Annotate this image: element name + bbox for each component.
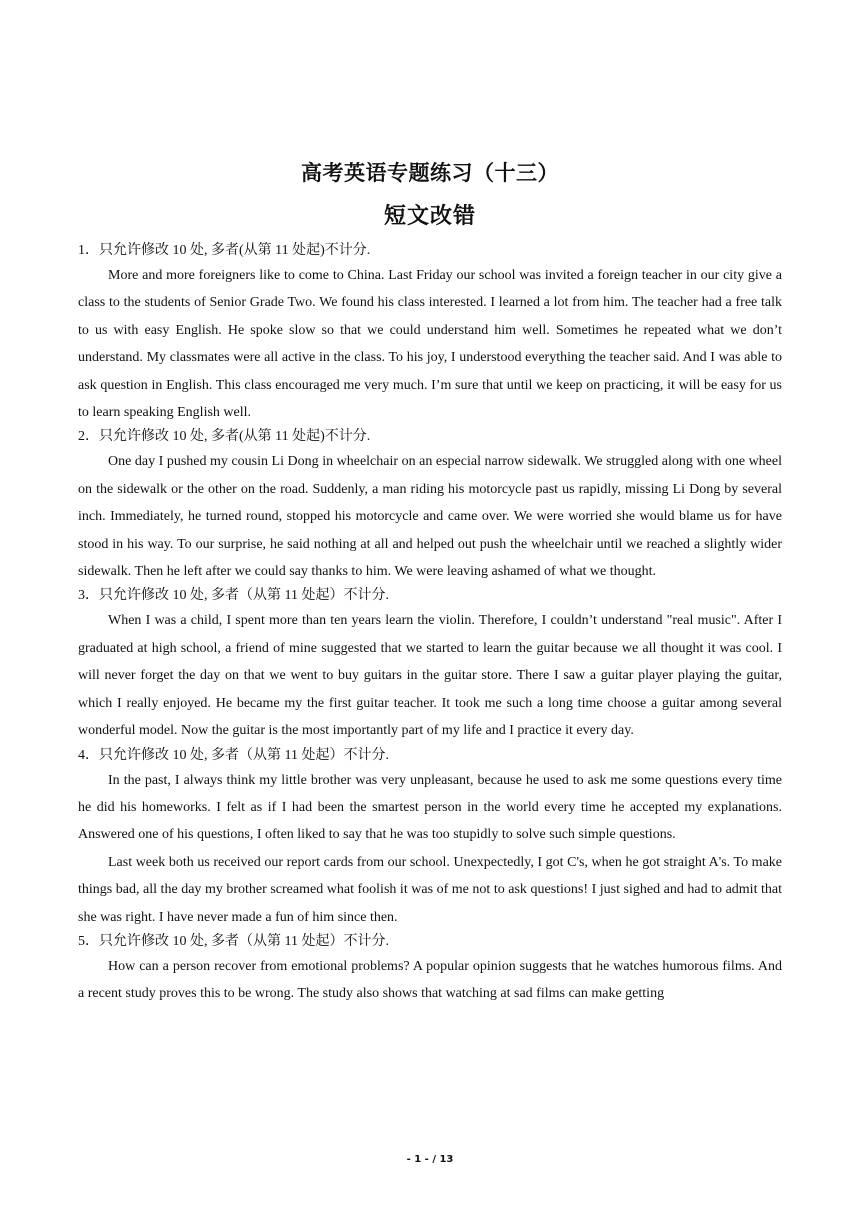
question-2 bbox=[78, 426, 782, 585]
question-paragraph: More and more foreigners like to come to China. Last Friday our school was invited a foreign teacher in our city give a class to the students of Senior Grade Two. We found his class interested. I learned a lot from him. The teacher had a free talk to us with easy English. He spoke slow so that we could understand him well. Sometimes he repeated what we don’t understand. My classmates were all active in the class. To his joy, I understood everything the teacher said. And I was able to ask question in English. This class encouraged me very much. I’m sure that until we keep on practicing, it will be easy for us to learn speaking English well. bbox=[78, 268, 782, 421]
question-heading: 4．只允许修改 10 处, 多者（从第 11 处起）不计分. bbox=[78, 747, 389, 763]
question-4 bbox=[78, 745, 782, 931]
question-1 bbox=[78, 240, 782, 426]
document-subtitle: 短文改错 bbox=[383, 204, 476, 229]
document-title: 高考英语专题练习（十三） bbox=[301, 161, 559, 185]
question-heading: 1．只允许修改 10 处, 多者(从第 11 处起)不计分. bbox=[78, 243, 371, 258]
question-paragraph: In the past, I always think my little brother was very unpleasant, because he used to ask me some questions every time he did his homeworks. I felt as if I had been the smartest person in the world every time he accepted my explanations. Answered one of his questions, I often liked to say that he was too stupidly to solve such simple questions. bbox=[78, 772, 782, 843]
question-heading: 2．只允许修改 10 处, 多者(从第 11 处起)不计分. bbox=[78, 429, 371, 445]
document-page bbox=[78, 152, 782, 1008]
question-heading: 5．只允许修改 10 处, 多者（从第 11 处起）不计分. bbox=[78, 933, 389, 949]
question-5 bbox=[78, 931, 782, 1008]
question-paragraph: When I was a child, I spent more than ten years learn the violin. Therefore, I couldn’t understand "real music". After I graduated at high school, a friend of mine suggested that we started to learn the guitar because we all thought it was cool. I will never forget the day on that we went to buy guitars in the guitar store. There I saw a guitar player playing the guitar, which I really enjoyed. He became my the first guitar teacher. It took me such a long time choose a guitar among several wonderful model. Now the guitar is the most importantly part of my life and I practice it every day. bbox=[78, 613, 782, 739]
question-heading: 3．只允许修改 10 处, 多者（从第 11 处起）不计分. bbox=[78, 588, 389, 604]
question-paragraph: How can a person recover from emotional problems? A popular opinion suggests that he watches humorous films. And a recent study proves this to be wrong. The study also shows that watching at sad films can make getting bbox=[78, 958, 782, 1002]
question-paragraph: Last week both us received our report cards from our school. Unexpectedly, I got C's, when he got straight A's. To make things bad, all the day my brother screamed what foolish it was of me not to ask questions! I just sighed and had to admit that she was right. I have never made a fun of him since then. bbox=[78, 854, 782, 925]
question-3 bbox=[78, 585, 782, 744]
question-paragraph: One day I pushed my cousin Li Dong in wheelchair on an especial narrow sidewalk. We struggled along with one wheel on the sidewalk or the other on the road. Suddenly, a man riding his motorcycle past us rapidly, missing Li Dong by several inch. Immediately, he turned round, stopped his motorcycle and came over. We were worried she would blame us for have stood in his way. To our surprise, he said nothing at all and helped out push the wheelchair until we reached a slightly wider sidewalk. Then he left after we could say thanks to him. We were leaving ashamed of what we thought. bbox=[78, 454, 782, 580]
page-number: - 1 - / 13 bbox=[406, 1154, 454, 1165]
